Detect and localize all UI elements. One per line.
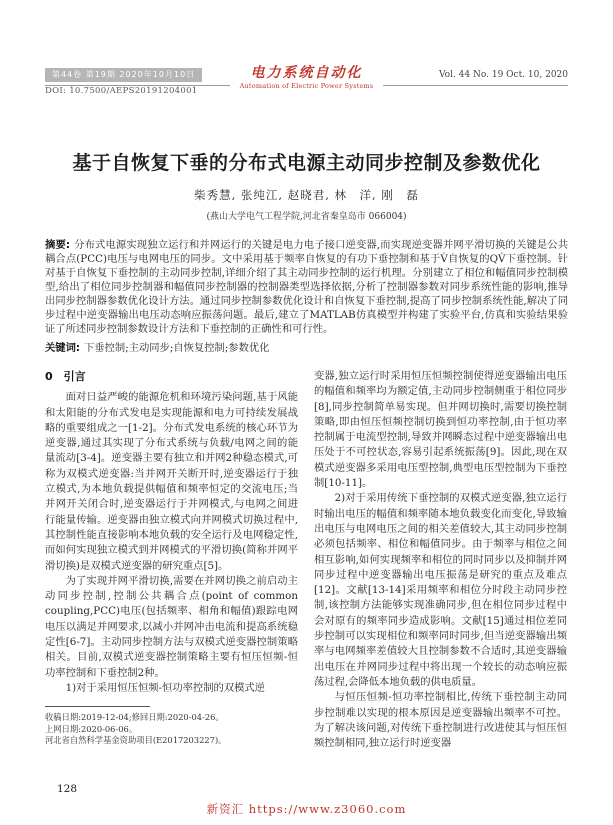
footnote-block	[45, 706, 298, 747]
journal-logo: 电力系统自动化	[250, 65, 363, 81]
journal-logo-block	[230, 64, 384, 91]
body-paragraph: 面对日益严峻的能源危机和环境污染问题,基于风能和太阳能的分布式发电是实现能源和电力可持续发展战略的重要组成之一[1-2]。分布式发电系统的核心环节为逆变器,通过其实现了分布式系统与负载/电网之间的能量流动[3-4]。逆变器主要有独立和并网2种稳态模式,可称为双模式逆变器:当并网开关断开时,逆变器运行于独立模式,为本地负载提供幅值和频率恒定的交流电压;当并网开关闭合时,逆变器运行于并网模式,与电网之间进行能量传输。逆变器由独立模式向并网模式切换过程中,其控制性能直接影响本地负载的安全运行及电网稳定性,而如何实现独立模式到并网模式的平滑切换(简称并网平滑切换)是双模式逆变器的研究重点[5]。	[45, 391, 298, 572]
watermark-link: 新资汇 https://www.z3060.com	[206, 802, 407, 816]
keywords-text: 下垂控制;主动同步;自恢复控制;参数优化	[84, 342, 270, 354]
body-paragraph: 与恒压恒频-恒功率控制相比,传统下垂控制主动同步控制难以实现的根本原因是逆变器输出频率不可控。为了解决该问题,对传统下垂控制进行改进使其与恒压恒频控制相同,独立运行时逆变器	[314, 691, 567, 750]
body-paragraph: 变器,独立运行时采用恒压恒频控制使得逆变器输出电压的幅值和频率均为额定值,主动同步控制侧重于相位同步[8],同步控制简单易实现。但并网切换时,需要切换控制策略,即由恒压恒频控制切换到恒功率控制,由于恒功率控制属于电流型控制,导致并网瞬态过程中逆变器输出电压处于不可控状态,容易引起系统振荡[9]。因此,现在双模式逆变器多采用电压型控制,典型电压型控制为下垂控制[10-11]。	[314, 370, 567, 490]
left-column	[45, 369, 298, 751]
received-date-line: 收稿日期:2019-12-04;修回日期:2020-04-26。	[45, 712, 224, 723]
body-paragraph: 1)对于采用恒压恒频-恒功率控制的双模式逆	[65, 681, 265, 694]
masthead-left	[45, 62, 202, 96]
author-list: 柴秀慧, 张纯江, 赵晓君, 林 洋, 刚 磊	[194, 188, 419, 202]
doi-text: DOI: 10.7500/AEPS20191204001	[45, 86, 198, 96]
journal-subtitle: Automation of Electric Power Systems	[239, 82, 374, 90]
right-column	[314, 369, 567, 751]
two-column-body	[45, 369, 568, 751]
footnote-divider	[45, 706, 150, 707]
funding-line: 河北省自然科学基金资助项目(E2017203227)。	[45, 735, 227, 746]
volume-info: Vol. 44 No. 19 Oct. 10, 2020	[438, 70, 568, 80]
body-paragraph: 2)对于采用传统下垂控制的双模式逆变器,独立运行时输出电压的幅值和频率随本地负载变化而变化,导致输出电压与电网电压之间的相关差值较大,其主动同步控制必须包括频率、相位和幅值同步。由于频率与相位之间相互影响,如何实现频率和相位的同时同步以及抑制并网同步过程中逆变器输出电压振荡是研究的重点及难点[12]。文献[13-14]采用频率和相位分时段主动同步控制,该控制方法能够实现准确同步,但在相位同步过程中会对原有的频率同步造成影响。文献[15]通过相位差同步控制可以实现相位和频率同时同步,但当逆变器输出频率与电网频率差值较大且控制参数不合适时,其逆变器输出电压在并网同步过程中将出现一个较长的动态响应振荡过程,会降低本地负载的供电质量。	[314, 492, 567, 688]
page-number: 128	[57, 783, 78, 795]
keywords-label: 关键词:	[45, 342, 81, 354]
online-date-line: 上网日期:2020-06-06。	[45, 723, 138, 734]
journal-masthead	[45, 62, 568, 102]
affiliation: (燕山大学电气工程学院,河北省秦皇岛市 066004)	[206, 212, 407, 222]
article-title: 基于自恢复下垂的分布式电源主动同步控制及参数优化	[72, 152, 541, 174]
body-paragraph: 为了实现并网平滑切换,需要在并网切换之前启动主动同步控制,控制公共耦合点(point of common coupling,PCC)电压(包括频率、相角和幅值)跟踪电网电压以满足并网要求,以减小并网冲击电流和提高系统稳定性[6-7]。主动同步控制方法与双模式逆变器控制策略相关。目前,双模式逆变器控制策略主要有恒压恒频-恒功率控制和下垂控制2种。	[45, 574, 298, 679]
section-heading-intro: 0 引言	[45, 370, 86, 383]
issue-info-box: 第44卷 第19期 2020年10月10日	[45, 68, 202, 82]
keywords-block	[45, 341, 568, 355]
abstract-label: 摘要:	[45, 239, 70, 251]
abstract-text: 分布式电源实现独立运行和并网运行的关键是电力电子接口逆变器,而实现逆变器并网平滑切换的关键是公共耦合点(PCC)电压与电网电压的同步。文中采用基于频率自恢复的有功下垂控制和基于V̇自恢复的QV̇下垂控制。针对基于自恢复下垂控制的主动同步控制,详细介绍了其主动同步控制的运行机理。分别建立了相位和幅值同步控制模型,给出了相位同步控制器和幅值同步控制器的控制器类型选择依据,分析了控制器参数对同步系统性能的影响,推导出同步控制器参数优化设计方法。通过同步控制参数优化设计和自恢复下垂控制,提高了同步控制系统性能,解决了同步过程中逆变器输出电压动态响应振荡问题。最后,建立了MATLAB仿真模型并构建了实验平台,仿真和实验结果验证了所述同步控制参数设计方法和下垂控制的正确性和可行性。	[45, 239, 568, 335]
abstract-block	[45, 238, 568, 336]
